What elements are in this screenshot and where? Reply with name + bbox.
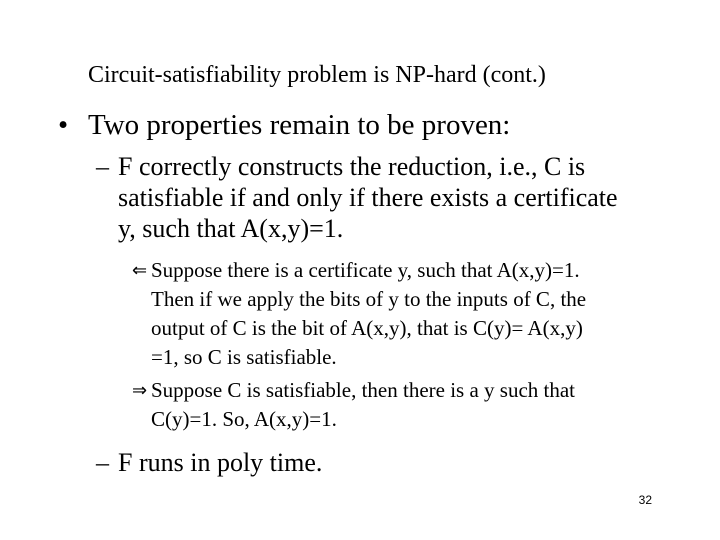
text-line: Suppose C is satisfiable, then there is a y such that bbox=[151, 378, 576, 402]
sub-sub-item-if-direction bbox=[132, 256, 692, 372]
text-line: output of C is the bit of A(x,y), that is C(y)= A(x,y) bbox=[151, 316, 583, 340]
text-line: y, such that A(x,y)=1. bbox=[118, 214, 344, 243]
dash-marker: – bbox=[96, 152, 109, 181]
left-double-arrow-icon: ⇐ bbox=[132, 260, 148, 281]
text-line: Then if we apply the bits of y to the inputs of C, the bbox=[151, 287, 587, 311]
bullet-item bbox=[58, 108, 698, 143]
dash-marker: – bbox=[96, 448, 109, 477]
text-line: =1, so C is satisfiable. bbox=[151, 345, 337, 369]
right-double-arrow-icon: ⇒ bbox=[132, 380, 148, 401]
text-line: C(y)=1. So, A(x,y)=1. bbox=[151, 407, 337, 431]
text-line: Suppose there is a certificate y, such that A(x,y)=1. bbox=[151, 258, 580, 282]
text-line: satisfiable if and only if there exists a certificate bbox=[118, 183, 618, 212]
slide-title: Circuit-satisfiability problem is NP-hard (cont.) bbox=[88, 62, 546, 88]
sub-sub-item-only-if-direction bbox=[132, 376, 692, 434]
page-number: 32 bbox=[638, 493, 652, 507]
bullet-text: Two properties remain to be proven: bbox=[88, 109, 511, 141]
sub-item-poly-time bbox=[96, 447, 322, 478]
sub-item-reduction bbox=[96, 151, 696, 244]
text-line: F correctly constructs the reduction, i.e., C is bbox=[118, 152, 586, 181]
bullet-marker: • bbox=[58, 109, 69, 141]
text-line: F runs in poly time. bbox=[118, 448, 323, 477]
